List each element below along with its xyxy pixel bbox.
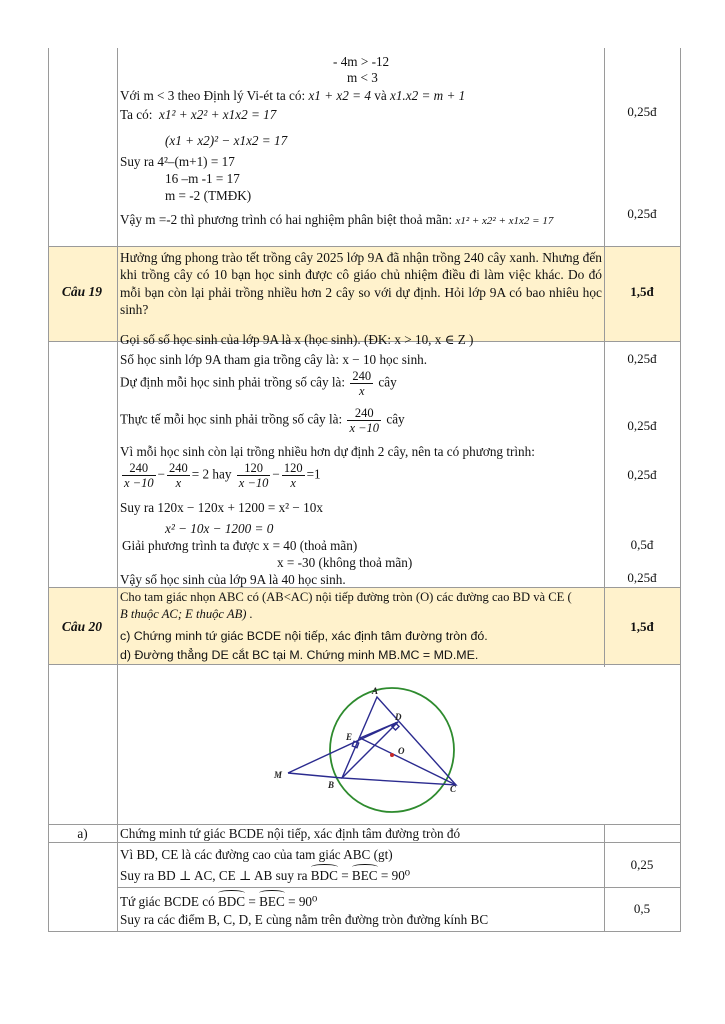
solution-line xyxy=(120,893,317,910)
points: 0,25đ xyxy=(627,418,657,433)
degree-value: = 90⁰ xyxy=(288,894,318,909)
solution-line: Gọi số số học sinh của lớp 9A là x (học sinh). (ĐK: x > 10, x ∈ Z ) xyxy=(120,332,474,347)
suyra-line: Suy ra 4²–(m+1) = 17 xyxy=(120,154,235,169)
question-number: Câu 19 xyxy=(61,284,103,299)
label-c: C xyxy=(450,784,457,794)
unit-text: cây xyxy=(378,374,397,390)
equation-1: x1² + x2² + x1x2 = 17 xyxy=(159,107,277,122)
denominator: x −10 xyxy=(349,421,380,435)
conclusion-text: Vậy m =-2 thì phương trình có hai nghiệm phân biệt thoả mãn: xyxy=(120,212,453,227)
center-o-dot xyxy=(390,753,394,757)
equation-2: (x1 + x2)² − x1x2 = 17 xyxy=(165,133,288,148)
solution-line: Vì BD, CE là các đường cao của tam giác ABC (gt) xyxy=(120,847,393,862)
points: 1,5đ xyxy=(630,284,654,299)
numerator: 120 xyxy=(283,461,303,475)
numerator: 240 xyxy=(122,461,156,476)
label-o: O xyxy=(398,746,405,756)
vieta-and: và xyxy=(374,88,387,103)
solution-text: Dự định mỗi học sinh phải trồng số cây là: xyxy=(120,374,346,390)
geometry-figure xyxy=(260,680,480,815)
numerator: 240 xyxy=(352,369,372,383)
vieta-lead: Với m < 3 theo Định lý Vi-ét ta có: xyxy=(120,88,306,103)
vieta-sum: x1 + x2 = 4 xyxy=(308,88,371,103)
question-text: Cho tam giác nhọn ABC có (AB<AC) nội tiếp đường tròn (O) các đường cao BD và CE ( xyxy=(120,590,572,604)
label-b: B xyxy=(328,780,335,790)
equals: = xyxy=(341,868,349,883)
denominator: x xyxy=(290,476,296,490)
part-label: a) xyxy=(77,826,88,841)
points: 0,25đ xyxy=(627,570,657,585)
equals: = xyxy=(248,894,256,909)
solution-line: x = -30 (không thoả mãn) xyxy=(277,555,413,570)
line-ce xyxy=(360,738,456,785)
angle-bdc: BDC xyxy=(310,868,338,883)
conclusion-line xyxy=(120,211,553,230)
label-a: A xyxy=(372,686,379,696)
question-text: Hưởng ứng phong trào tết trồng cây 2025 lớp 9A đã nhận trồng 240 cây xanh. Nhưng đến khi trồng cây có 10 bạn học sinh được cô giáo chủ nhiệm điều đi làm việc khác. Do đó mỗi bạn còn lại phải trồng nhiều hơn 2 cây so với dự định. Hỏi lớp 9A có bao nhiêu học sinh? xyxy=(120,250,602,317)
conclusion-equation: x1² + x2² + x1x2 = 17 xyxy=(455,215,554,227)
points: 0,25đ xyxy=(627,206,657,221)
angle-bec: BEC xyxy=(259,894,285,909)
vieta-line xyxy=(120,87,465,104)
degree-value: = 90⁰ xyxy=(380,868,411,883)
part-title: Chứng minh tứ giác BCDE nội tiếp, xác định tâm đường tròn đó xyxy=(120,826,461,841)
denominator: x xyxy=(358,384,365,398)
angle-bdc: BDC xyxy=(217,894,246,909)
numerator: 240 xyxy=(347,406,381,421)
step-line-1: 16 –m -1 = 17 xyxy=(165,171,240,186)
solution-text: Suy ra BD ⊥ AC, CE ⊥ AB suy ra xyxy=(120,868,308,883)
solution-line xyxy=(120,867,410,884)
points: 0,25đ xyxy=(627,351,657,366)
equation-text: =1 xyxy=(306,466,321,482)
ineq-line-2: m < 3 xyxy=(347,70,378,85)
fraction xyxy=(347,406,381,435)
denominator: x −10 xyxy=(238,476,269,490)
ineq-line-1: - 4m > -12 xyxy=(333,54,390,69)
label-m: M xyxy=(274,770,283,780)
solution-line: Giải phương trình ta được x = 40 (thoả mãn) xyxy=(122,538,358,553)
points: 0,25đ xyxy=(627,104,657,119)
question-part-c: c) Chứng minh tứ giác BCDE nội tiếp, xác định tâm đường tròn đó. xyxy=(120,629,488,643)
numerator: 120 xyxy=(237,461,271,476)
label-e: E xyxy=(346,732,353,742)
solution-line xyxy=(120,406,405,435)
solution-text: Tứ giác BCDE có xyxy=(120,894,215,909)
unit-text: cây xyxy=(386,411,405,427)
solution-text: Thực tế mỗi học sinh phải trồng số cây là: xyxy=(120,411,343,427)
label-d: D xyxy=(395,712,402,722)
question-text: B thuộc AC; E thuộc AB) . xyxy=(120,607,253,621)
fraction xyxy=(167,461,190,490)
denominator: x xyxy=(175,476,182,490)
step-line-2: m = -2 (TMĐK) xyxy=(165,188,252,203)
circumcircle xyxy=(330,688,454,812)
solution-line: Số học sinh lớp 9A tham gia trồng cây là: x − 10 học sinh. xyxy=(120,352,428,367)
points: 0,5đ xyxy=(630,537,654,552)
fraction xyxy=(122,461,156,490)
fraction xyxy=(237,461,271,490)
solution-line: Vì mỗi học sinh còn lại trồng nhiều hơn dự định 2 cây, nên ta có phương trình: xyxy=(120,444,535,459)
points: 1,5đ xyxy=(630,619,654,634)
line-bd xyxy=(342,722,398,778)
taco-line xyxy=(120,106,276,123)
denominator: x −10 xyxy=(124,476,154,490)
taco-label: Ta có: xyxy=(120,107,153,122)
vieta-product: x1.x2 = m + 1 xyxy=(389,88,466,103)
equation-text: = 2 hay xyxy=(191,466,232,482)
points: 0,25 xyxy=(630,857,654,872)
angle-bec: BEC xyxy=(351,868,378,883)
points: 0,25đ xyxy=(627,467,657,482)
equation-line: $\frac{240}{x -10}$ − $\frac{240}{x}$ = 2 hay $\frac{120}{x -10}$ − $\frac{120}{x}$ =1 xyxy=(124,461,321,490)
answer-line: Vậy số học sinh của lớp 9A là 40 học sinh. xyxy=(120,572,346,587)
fraction xyxy=(282,461,305,490)
numerator: 240 xyxy=(169,461,188,475)
solution-line: Suy ra các điểm B, C, D, E cùng nằm trên đường tròn đường kính BC xyxy=(120,912,489,927)
points: 0,5 xyxy=(633,901,651,916)
question-part-d: d) Đường thẳng DE cắt BC tại M. Chứng minh MB.MC = MD.ME. xyxy=(120,648,479,662)
quadratic-equation: x² − 10x − 1200 = 0 xyxy=(165,521,274,536)
fraction xyxy=(350,369,373,398)
question-number: Câu 20 xyxy=(61,619,103,634)
solution-line: Suy ra 120x − 120x + 1200 = x² − 10x xyxy=(120,500,323,515)
solution-line xyxy=(120,369,397,398)
